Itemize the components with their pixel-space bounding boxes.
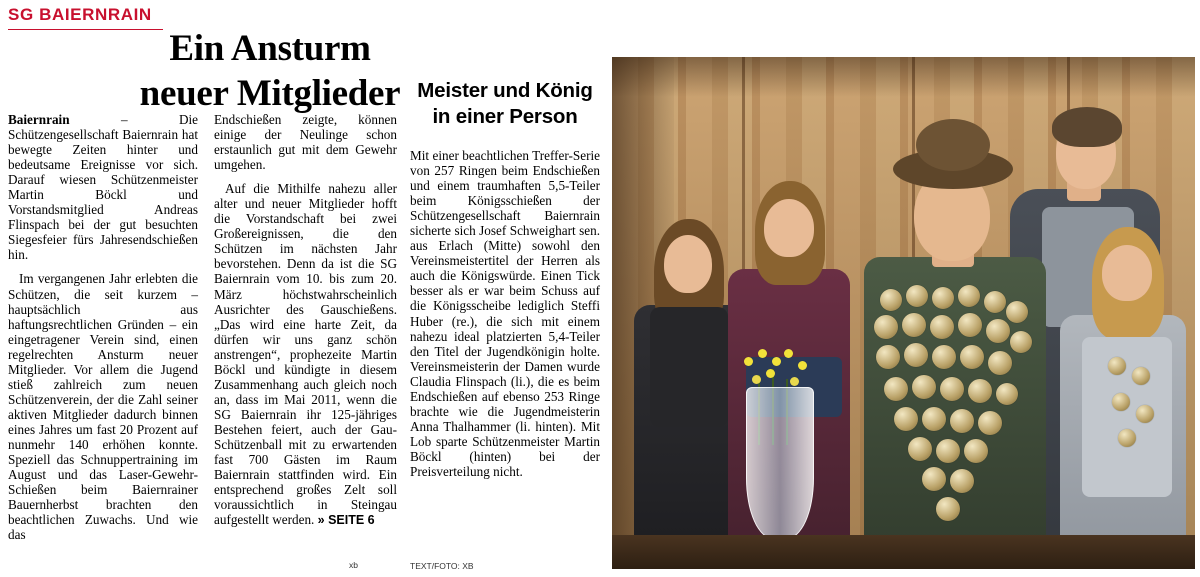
floor (612, 535, 1195, 569)
dateline: Baiernrain (8, 112, 70, 127)
kicker-label: SG BAIERNRAIN (8, 5, 152, 24)
article-paragraph (8, 112, 198, 262)
article-paragraph-text: Auf die Mithilfe nahezu aller alter und neuer Mitglieder hofft die Vorstandschaft bei zwei Großereignissen, die den Schützen im nächsten Jahr bevorstehen. Denn da ist die SG Baiernrain vom 10. bis zum 20. März höchstwahrscheinlich Ausrichter des Gauschießens. „Das wird eine harte Zeit, da dürfen wir uns ganz schön anstrengen“, prophezeite Martin Böckl und kündigte in diesem Zusammenhang auch gleich noch an, dass im Mai 2011, wenn die SG Baiernrain ihr 125-jähriges Bestehen feiert, auch der Gau-Schützenball mit zu erwartenden fast 700 Gästen im Raum Baiernrain stattfinden wird. Ein entsprechend großes Zelt soll voraussichtlich in Steingau aufgestellt werden. (214, 181, 397, 528)
article-paragraph: Mit einer beachtlichen Treffer-Serie von 257 Ringen beim Endschießen und einem traumhaften 5,5-Teiler beim Königsschießen der Schützengesellschaft Baiernrain sicherte sich Josef Schweighart sen. aus Erlach (Mitte) sowohl den Vereinsmeistertitel der Herren als auch die Königswürde. Einen Tick besser als er war beim Schuss auf die Königsscheibe lediglich Steffi Huber (re.), die sich mit einem nahezu ideal platzierten 5,4-Teiler den Titel der Jugendkönigin holte. Vereinsmeisterin der Damen wurde Claudia Flinspach (li.), die es beim Endschießen auf ebenso 253 Ringe brachte wie die Jugendmeisterin Anna Thalhammer (li. hinten). Mit Lob sparte Schützenmeister Martin Böckl (hinten) bei der Preisverteilung nicht. (410, 148, 600, 479)
photo-credit: TEXT/FOTO: XB (410, 561, 474, 571)
sub-headline-line-2: in einer Person (432, 104, 578, 128)
trophy-cup (746, 387, 814, 539)
group-photo (612, 57, 1195, 569)
flower-bouquet (612, 57, 1195, 569)
article-column-1 (8, 112, 198, 542)
article-paragraph: Im vergangenen Jahr erlebten die Schützen, die seit kurzem – hauptsächlich aus haftungsrechtlichen Gründen – ein eingetragener Verein sind, einen regelrechten Ansturm neuer Mitglieder. Vor allem die Jugend stieß zahlreich zum neuen Schützenverein, der die Zahl seiner aktiven Mitglieder dadurch binnen eines Jahres um fast 20 Prozent auf nunmehr 140 erhöhen konnte. Speziell das Schnuppertraining im August und das Laser-Gewehr-Schießen beim Baiernrainer Bauernherbst brachten den beachtlichen Zuwachs. Und wie das (8, 271, 198, 543)
continued-reference[interactable]: » SEITE 6 (317, 513, 375, 528)
sub-headline-line-1: Meister und König (417, 79, 593, 102)
article-column-3 (410, 148, 600, 479)
article-column-2 (214, 112, 397, 528)
article-paragraph: Endschießen zeigte, können einige der Neulinge schon erstaunlich gut mit dem Gewehr umgehen. (214, 112, 397, 173)
headline-line-2: neuer Mitglieder (139, 73, 401, 115)
sub-headline (405, 78, 605, 129)
headline-line-1: Ein Ansturm (169, 28, 371, 69)
author-signature: xb (349, 560, 358, 570)
article-paragraph-text: – Die Schützengesellschaft Baiernrain hat bewegte Zeiten hinter und bedeutsame Ereignisse vor sich. Darauf wiesen Schützenmeister Martin Böckl und Vorstandsmitglied Andreas Flinspach bei der gut besuchten Siegesfeier fürs Jahresendschießen hin. (8, 112, 198, 263)
article-paragraph (214, 181, 397, 528)
